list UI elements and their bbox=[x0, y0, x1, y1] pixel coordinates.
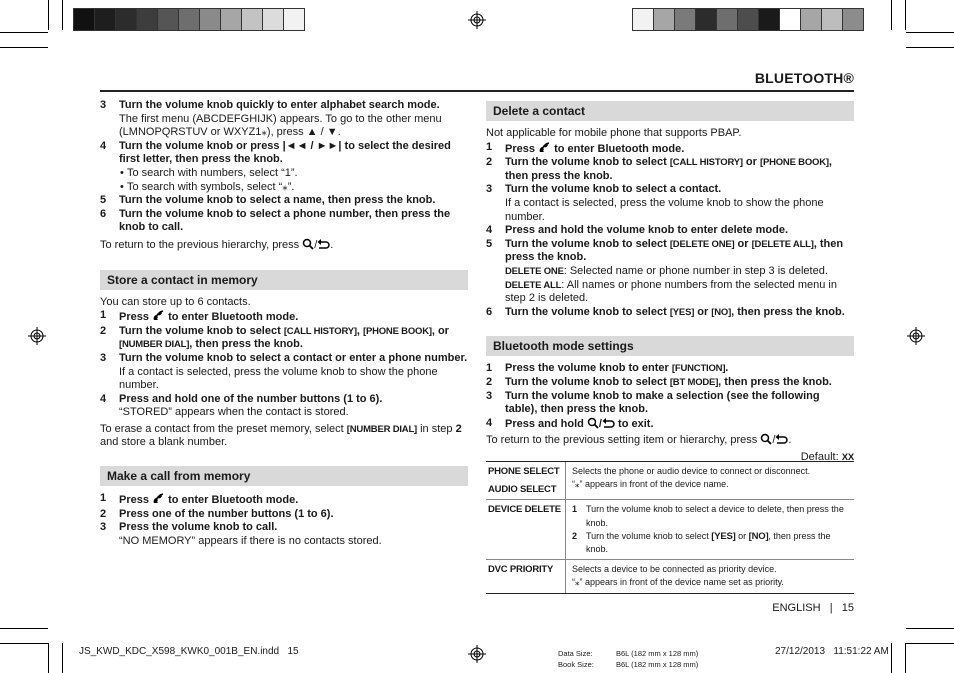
section-title-bt: Bluetooth mode settings bbox=[486, 336, 854, 356]
registration-mark-icon bbox=[28, 327, 46, 345]
step-3: 3 Turn the volume knob quickly to enter alphabet search mode. bbox=[100, 99, 440, 111]
call-step-2: 2 Press one of the number buttons (1 to 6). bbox=[100, 507, 334, 520]
bullet-item: • To search with symbols, select “⁎”. bbox=[100, 181, 468, 195]
data-size-label: Data Size: bbox=[558, 649, 593, 658]
settings-table bbox=[486, 461, 854, 594]
color-swatch bbox=[136, 8, 158, 31]
slug-file-name: JS_KWD_KDC_X598_KWK0_001B_EN.indd 15 bbox=[79, 646, 299, 657]
right-column bbox=[486, 101, 854, 464]
color-swatch bbox=[94, 8, 116, 31]
table-key: DEVICE DELETE bbox=[486, 500, 566, 559]
store-step-1: 1 Press to enter Bluetooth mode. bbox=[100, 309, 299, 324]
bt-step-2: 2 Turn the volume knob to select [BT MODE], then press the knob. bbox=[486, 375, 832, 388]
table-value: Selects a device to be connected as priority device. “⁎” appears in front of the device name set as priority. bbox=[572, 564, 784, 588]
bt-step-1: 1 Press the volume knob to enter [FUNCTION]. bbox=[486, 362, 729, 375]
table-row bbox=[486, 462, 854, 499]
search-icon bbox=[760, 433, 772, 445]
crop-mark bbox=[905, 0, 906, 30]
crop-mark bbox=[0, 47, 48, 48]
bt-step-4: 4 Press and hold / to exit. bbox=[486, 416, 654, 430]
delete-step-3-note: If a contact is selected, press the volume knob to show the phone number. bbox=[505, 196, 824, 223]
color-swatch bbox=[73, 8, 95, 31]
data-size-value: B6L (182 mm x 128 mm) bbox=[616, 649, 699, 658]
registration-mark-icon bbox=[468, 645, 486, 663]
erase-note: To erase a contact from the preset memory, select [NUMBER DIAL] in step 2 and store a blank number. bbox=[100, 422, 462, 449]
color-swatch bbox=[716, 8, 738, 31]
call-step-1: 1 Press to enter Bluetooth mode. bbox=[100, 492, 299, 507]
crop-mark bbox=[891, 0, 892, 30]
color-swatch bbox=[821, 8, 843, 31]
crop-mark bbox=[48, 643, 49, 673]
step-6: 6 Turn the volume knob to select a phone number, then press the knob to call. bbox=[100, 207, 451, 234]
step-3-note: The first menu (ABCDEFGHIJK) appears. To go to the other menu (LMNOPQRSTUV or WXYZ1⁎), press ▲ / ▼. bbox=[119, 112, 442, 139]
color-swatch bbox=[241, 8, 263, 31]
crop-mark bbox=[62, 643, 63, 673]
step-4: 4 Turn the volume knob or press |◄◄ / ►►| to select the desired first letter, then press the knob. bbox=[100, 139, 451, 166]
phone-icon bbox=[152, 492, 165, 505]
crop-mark bbox=[48, 0, 49, 30]
color-swatch bbox=[283, 8, 305, 31]
crop-mark bbox=[0, 32, 48, 33]
color-swatch bbox=[758, 8, 780, 31]
color-swatch bbox=[737, 8, 759, 31]
back-icon bbox=[775, 433, 788, 445]
color-swatch bbox=[779, 8, 801, 31]
crop-mark bbox=[0, 628, 48, 629]
default-legend: Default: XX bbox=[800, 450, 854, 463]
crop-mark bbox=[62, 0, 63, 30]
color-swatch bbox=[178, 8, 200, 31]
crop-mark bbox=[0, 643, 48, 644]
store-step-4-note: “STORED” appears when the contact is stored. bbox=[119, 406, 349, 419]
back-icon bbox=[317, 238, 330, 250]
registration-mark-icon bbox=[907, 327, 925, 345]
delete-step-1: 1 Press to enter Bluetooth mode. bbox=[486, 140, 685, 155]
delete-one-note: DELETE ONE: Selected name or phone number in step 3 is deleted. bbox=[505, 264, 828, 277]
color-swatch bbox=[842, 8, 864, 31]
page-header: BLUETOOTH® bbox=[754, 70, 854, 86]
crop-mark bbox=[905, 643, 906, 673]
color-swatch bbox=[800, 8, 822, 31]
return-note: To return to the previous hierarchy, press / . bbox=[100, 238, 334, 251]
delete-step-5: 5 Turn the volume knob to select [DELETE ONE] or [DELETE ALL], then press the knob. bbox=[486, 237, 844, 264]
color-swatch bbox=[115, 8, 137, 31]
section-title-delete: Delete a contact bbox=[486, 101, 854, 121]
delete-all-note: DELETE ALL: All names or phone numbers from the selected menu in step 2 is deleted. bbox=[505, 278, 837, 305]
store-step-3: 3 Turn the volume knob to select a contact or enter a phone number. bbox=[100, 351, 468, 364]
left-column bbox=[100, 99, 468, 548]
call-step-3: 3 Press the volume knob to call. bbox=[100, 521, 278, 534]
bullet-item: • To search with numbers, select “1”. bbox=[100, 167, 468, 181]
table-row bbox=[486, 559, 854, 592]
table-key: DVC PRIORITY bbox=[486, 560, 566, 592]
color-bar-right bbox=[633, 8, 864, 31]
bt-step-3: 3 Turn the volume knob to make a selection (see the following table), then press the knob. bbox=[486, 389, 820, 416]
crop-mark bbox=[906, 628, 954, 629]
color-swatch bbox=[199, 8, 221, 31]
step-5: 5 Turn the volume knob to select a name, then press the knob. bbox=[100, 194, 436, 207]
book-size-value: B6L (182 mm x 128 mm) bbox=[616, 660, 699, 669]
phone-icon bbox=[538, 141, 551, 154]
color-swatch bbox=[157, 8, 179, 31]
delete-intro: Not applicable for mobile phone that supports PBAP. bbox=[486, 127, 742, 139]
bt-return-note: To return to the previous setting item or hierarchy, press / . bbox=[486, 434, 792, 447]
back-icon bbox=[602, 417, 615, 429]
color-swatch bbox=[262, 8, 284, 31]
crop-mark bbox=[891, 643, 892, 673]
color-swatch bbox=[674, 8, 696, 31]
search-icon bbox=[302, 238, 314, 250]
store-step-2: 2 Turn the volume knob to select [CALL HISTORY], [PHONE BOOK], or [NUMBER DIAL], then press the knob. bbox=[100, 324, 449, 351]
delete-step-6: 6 Turn the volume knob to select [YES] or [NO], then press the knob. bbox=[486, 305, 845, 318]
color-swatch bbox=[632, 8, 654, 31]
color-bar-left bbox=[74, 8, 305, 31]
search-icon bbox=[587, 417, 599, 429]
store-intro: You can store up to 6 contacts. bbox=[100, 295, 251, 308]
color-swatch bbox=[695, 8, 717, 31]
delete-step-4: 4 Press and hold the volume knob to enter delete mode. bbox=[486, 224, 788, 237]
slug-timestamp: 27/12/2013 11:51:22 AM bbox=[775, 646, 889, 657]
call-step-3-note: “NO MEMORY” appears if there is no contacts stored. bbox=[119, 534, 382, 547]
table-value: 1 Turn the volume knob to select a device to delete, then press the knob. 2 Turn the volume knob to select [YES] or [NO], then press the knob. bbox=[572, 504, 844, 555]
book-size-label: Book Size: bbox=[558, 660, 594, 669]
section-title-call: Make a call from memory bbox=[100, 466, 468, 486]
table-key: PHONE SELECT AUDIO SELECT bbox=[486, 462, 566, 499]
color-swatch bbox=[653, 8, 675, 31]
delete-step-2: 2 Turn the volume knob to select [CALL HISTORY] or [PHONE BOOK], then press the knob. bbox=[486, 156, 832, 182]
color-swatch bbox=[220, 8, 242, 31]
header-rule bbox=[100, 90, 854, 92]
delete-step-3: 3 Turn the volume knob to select a contact. bbox=[486, 183, 722, 196]
table-value: Selects the phone or audio device to connect or disconnect. “⁎” appears in front of the device name. bbox=[572, 466, 811, 490]
table-row bbox=[486, 499, 854, 559]
page-footer: ENGLISH | 15 bbox=[772, 602, 854, 614]
store-step-4: 4 Press and hold one of the number buttons (1 to 6). bbox=[100, 392, 383, 405]
section-title-store: Store a contact in memory bbox=[100, 270, 468, 290]
store-step-3-note: If a contact is selected, press the volume knob to show the phone number. bbox=[119, 365, 438, 392]
phone-icon bbox=[152, 309, 165, 322]
crop-mark bbox=[906, 32, 954, 33]
crop-mark bbox=[906, 643, 954, 644]
crop-mark bbox=[906, 47, 954, 48]
registration-mark-icon bbox=[468, 11, 486, 29]
